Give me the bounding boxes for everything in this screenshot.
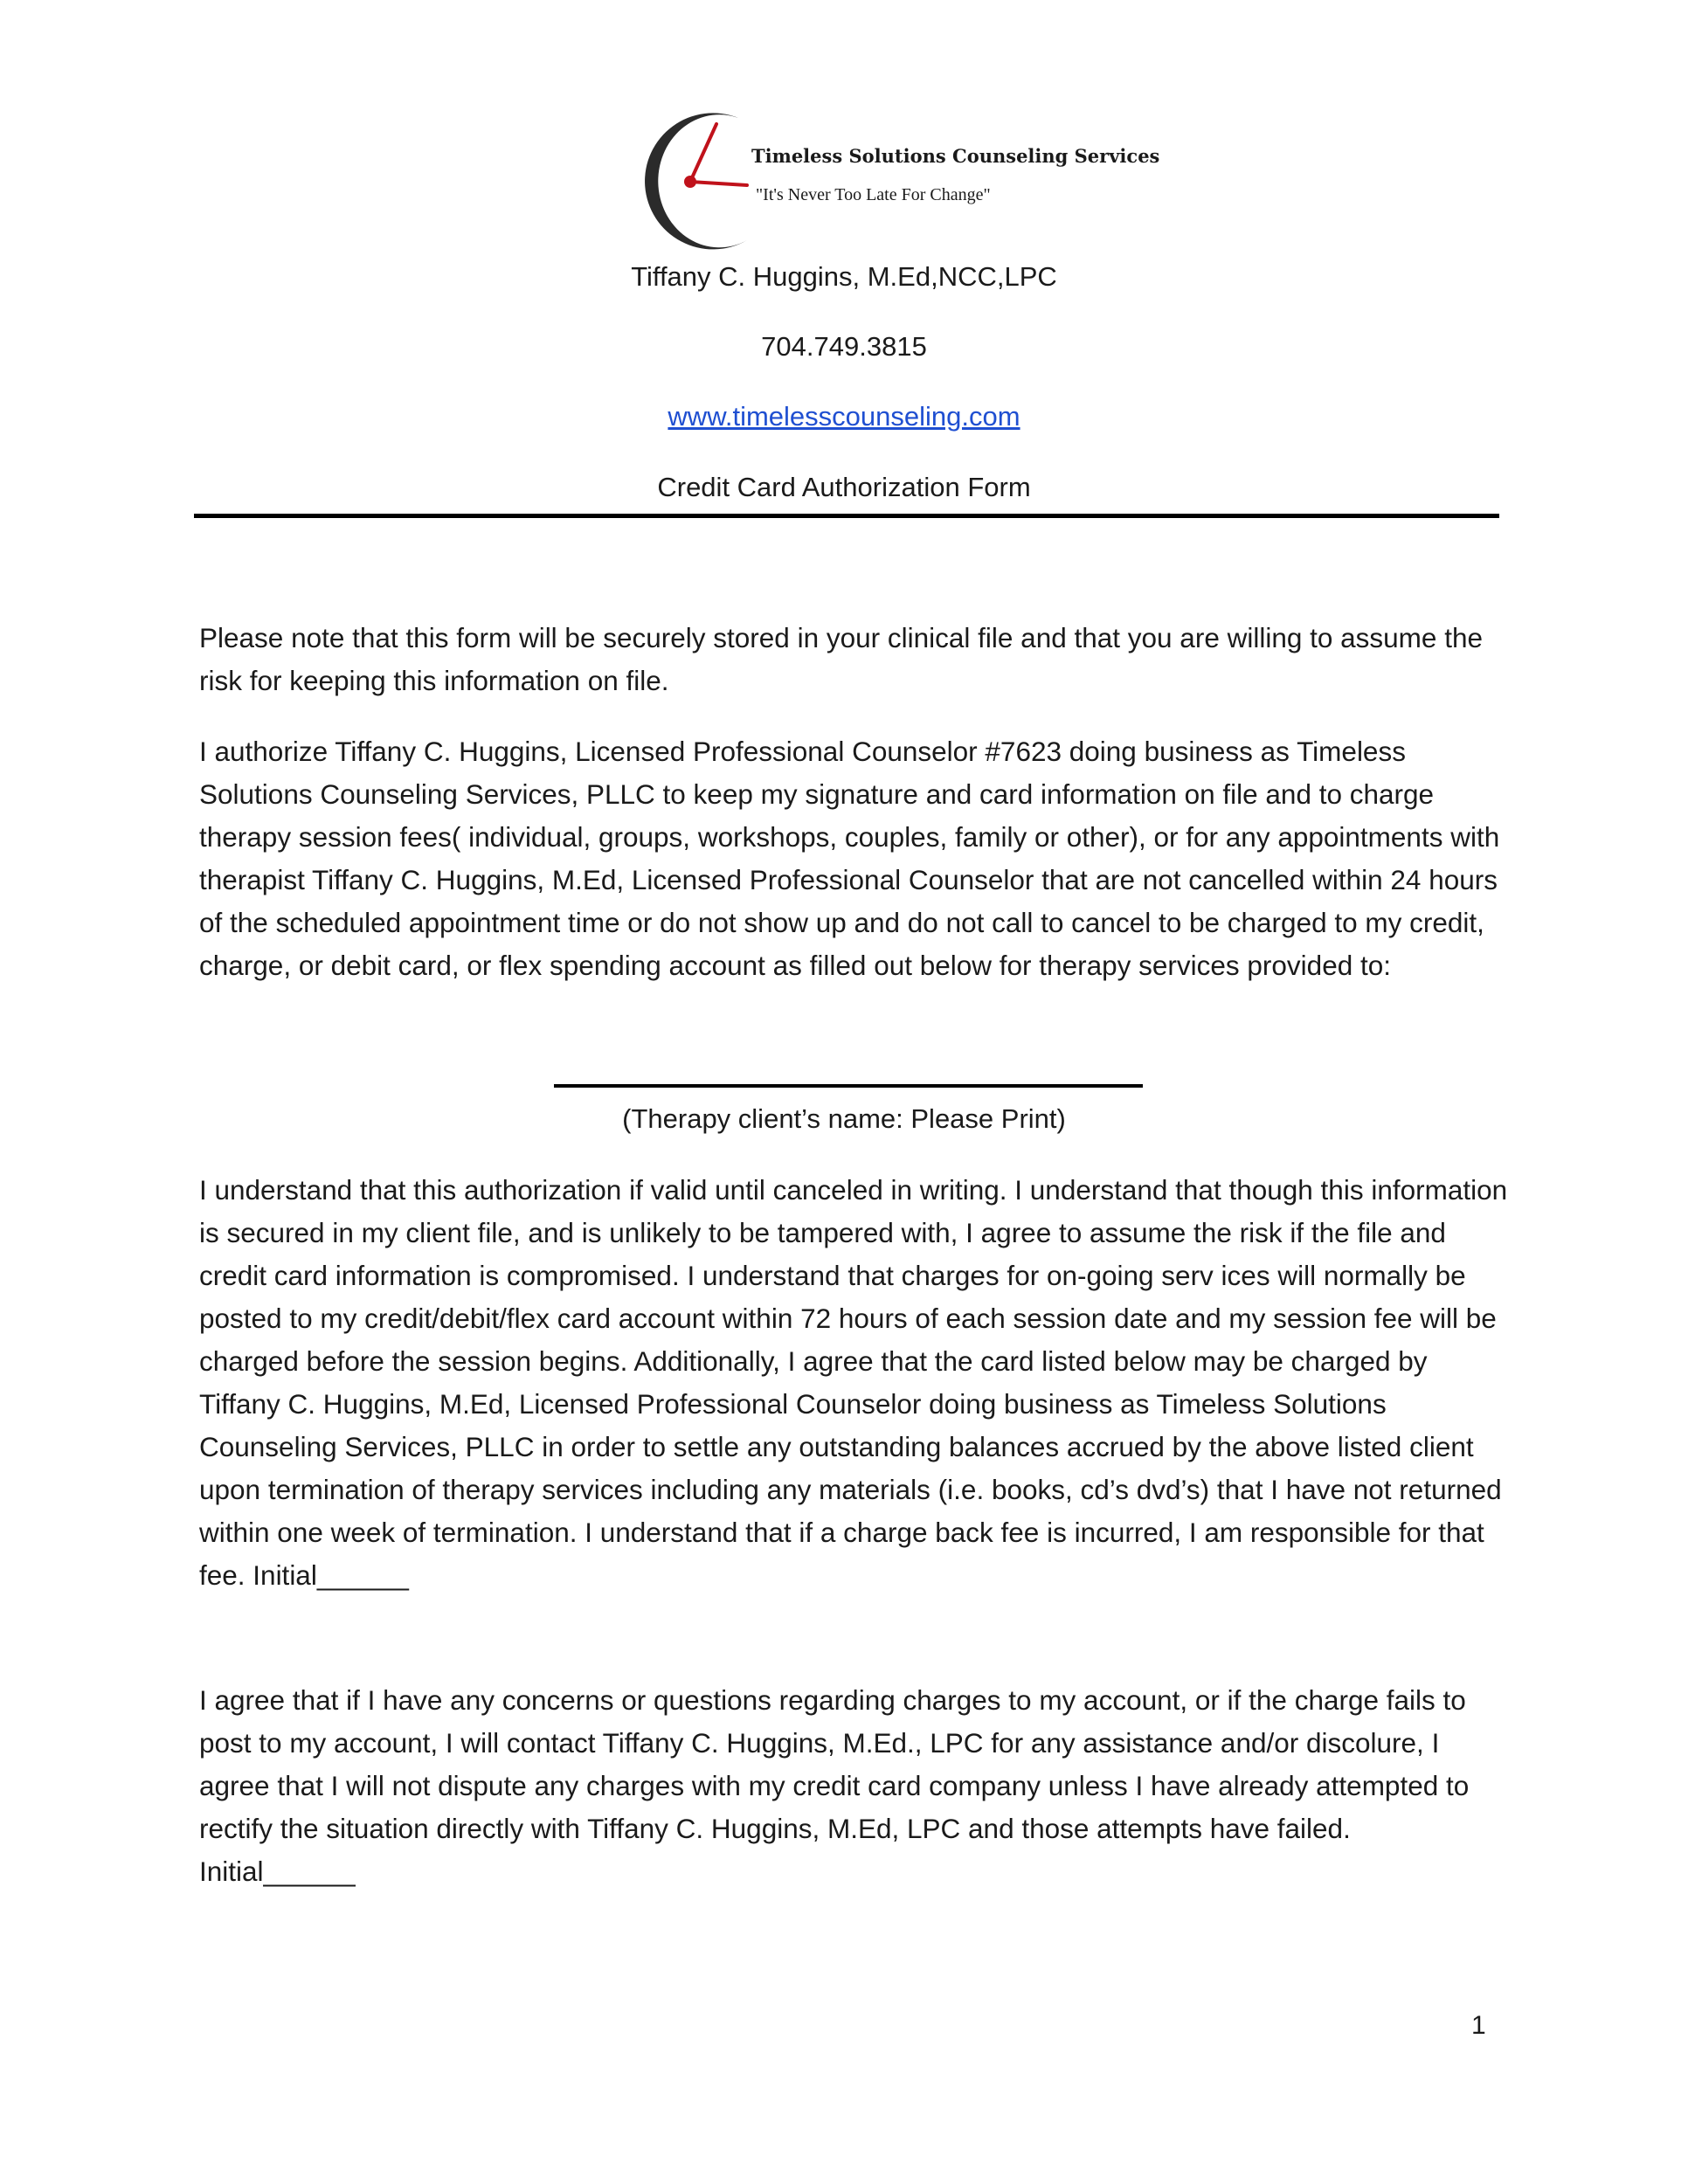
logo-clock-center-icon: [684, 176, 696, 188]
logo-tagline: "It's Never Too Late For Change": [756, 185, 991, 204]
website-link[interactable]: www.timelesscounseling.com: [668, 401, 1020, 432]
counselor-name: Tiffany C. Huggins, M.Ed,NCC,LPC: [631, 261, 1057, 292]
company-logo: [616, 105, 1088, 253]
logo-clock-hand-icon: [690, 124, 716, 182]
client-name-caption: (Therapy client’s name: Please Print): [622, 1103, 1066, 1134]
dispute-paragraph: I agree that if I have any concerns or questions regarding charges to my account, or if the charge fails to post to my account, I will contact Tiffany C. Huggins, M.Ed., LPC for any assistance and/or discolure, I agree that I will not dispute any charges with my credit card company unless I have already attempted to rectify the situation directly with Tiffany C. Huggins, M.Ed, LPC and those attempts have failed. Initial______: [199, 1684, 1470, 1887]
form-title: Credit Card Authorization Form: [657, 472, 1031, 502]
authorization-paragraph: I authorize Tiffany C. Huggins, Licensed Professional Counselor #7623 doing business as Timeless Solutions Counseling Services, PLLC to keep my signature and card information on file and to charge therapy session fees( individual, groups, workshops, couples, family or other), or for any appointments with therapist Tiffany C. Huggins, M.Ed, Licensed Professional Counselor that are not cancelled within 24 hours of the scheduled appointment time or do not show up and do not call to cancel to be charged to my credit, charge, or debit card, or flex spending account as filled out below for therapy services provided to:: [199, 736, 1500, 981]
logo-title: Timeless Solutions Counseling Services: [751, 145, 1160, 167]
website-line: [0, 399, 1688, 434]
phone-number: 704.749.3815: [761, 331, 927, 362]
page-number: 1: [1471, 2011, 1486, 2040]
terms-paragraph: I understand that this authorization if valid until canceled in writing. I understand that though this information is secured in my client file, and is unlikely to be tampered with, I agree to assume the risk if the file and credit card information is compromised. I understand that charges for on-going serv ices will normally be posted to my credit/debit/flex card account within 72 hours of each session date and my session fee will be charged before the session begins. Additionally, I agree that the card listed below may be charged by Tiffany C. Huggins, M.Ed, Licensed Professional Counselor doing business as Timeless Solutions Counseling Services, PLLC in order to settle any outstanding balances accrued by the above listed client upon termination of therapy services including any materials (i.e. books, cd’s dvd’s) that I have not returned within one week of termination. I understand that if a charge back fee is incurred, I am responsible for that fee. Initial______: [199, 1174, 1508, 1591]
client-name-line[interactable]: [554, 1084, 1143, 1088]
header-divider: [194, 514, 1499, 518]
storage-notice-paragraph: Please note that this form will be securely stored in your clinical file and that you are willing to assume the risk for keeping this information on file.: [199, 622, 1483, 696]
logo-clock-hand-icon: [690, 182, 747, 185]
